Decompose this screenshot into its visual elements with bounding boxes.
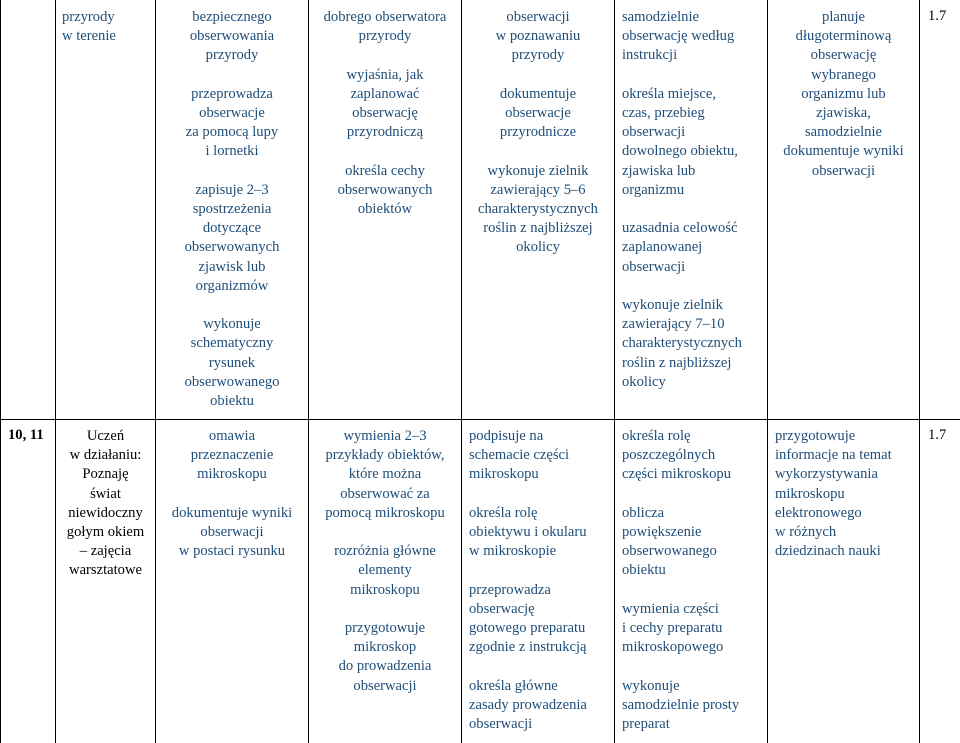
topic-text: Uczeń w działaniu: Poznaję świat niewidoczny gołym okiem – zajęcia warsztatowe — [66, 428, 145, 579]
requirements-basic-cell — [156, 8, 308, 411]
requirement-item: przeprowadza obserwację gotowego preparatu zgodnie z instrukcją — [469, 581, 587, 656]
requirement-item: wykonuje zielnik zawierający 7–10 charakterystycznych roślin z najbliższej okolicy — [622, 297, 742, 390]
table-hline — [0, 419, 960, 420]
requirements-excellent-cell — [768, 8, 919, 181]
requirement-item: oblicza powiększenie obserwowanego obiektu — [622, 504, 717, 579]
topic-cell — [56, 427, 155, 581]
table-vline — [919, 0, 920, 743]
requirement-item: przygotowuje informacje na temat wykorzystywania mikroskopu elektronowego w różnych dziedzinach nauki — [775, 428, 892, 560]
requirements-extended-cell — [309, 427, 461, 696]
requirement-item: bezpiecznego obserwowania przyrody — [189, 9, 275, 64]
requirements-extended-cell — [309, 8, 461, 219]
requirement-item: określa miejsce, czas, przebieg obserwacji dowolnego obiektu, zjawiska lub organizmu — [622, 85, 738, 198]
requirement-item: podpisuje na schemacie części mikroskopu — [469, 428, 570, 483]
requirement-item: określa rolę obiektywu i okularu w mikroskopie — [469, 504, 587, 560]
requirement-item: określa główne zasady prowadzenia obserwacji — [469, 677, 587, 732]
requirement-item: zapisuje 2–3 spostrzeżenia dotyczące obserwowanych zjawisk lub organizmów — [184, 181, 280, 294]
requirement-item: wyjaśnia, jak zaplanować obserwację przyrodniczą — [346, 66, 424, 141]
table-vline — [0, 0, 1, 743]
requirements-advanced-cell — [622, 427, 766, 734]
requirements-basic-cell — [156, 427, 308, 561]
topic-cell — [62, 8, 154, 46]
requirement-item: określa rolę poszczególnych części mikroskopu — [622, 428, 732, 483]
requirement-item: wykonuje schematyczny rysunek obserwowanego obiektu — [184, 316, 280, 410]
requirement-item: określa cechy obserwowanych obiektów — [337, 162, 433, 217]
requirement-item: wymienia części i cechy preparatu mikroskopowego — [622, 600, 724, 656]
requirement-item: samodzielnie obserwację według instrukcji — [622, 9, 735, 64]
requirement-item: omawia przeznaczenie mikroskopu — [190, 428, 274, 483]
requirement-item: dobrego obserwatora przyrody — [323, 9, 447, 45]
table-vline — [614, 0, 615, 743]
requirements-full-cell — [469, 427, 614, 734]
topic-text: przyrody w terenie — [62, 9, 116, 45]
requirement-item: przygotowuje mikroskop do prowadzenia obserwacji — [338, 620, 432, 694]
requirement-item: wykonuje zielnik zawierający 5–6 charakterystycznych roślin z najbliższej okolicy — [478, 162, 598, 256]
curriculum-ref: 1.7 — [928, 8, 947, 24]
requirement-item: wymienia 2–3 przykłady obiektów, które można obserwować za pomocą mikroskopu — [325, 428, 445, 521]
requirement-item: uzasadnia celowość zaplanowanej obserwacji — [622, 220, 738, 275]
requirement-item: planuje długoterminową obserwację wybranego organizmu lub zjawiska, samodzielnie dokumentuje wyniki obserwacji — [783, 9, 904, 179]
requirement-item: przeprowadza obserwacje za pomocą lupy i lornetki — [185, 85, 279, 160]
requirements-advanced-cell — [622, 8, 766, 392]
requirement-item: wykonuje samodzielnie prosty preparat — [622, 677, 740, 732]
lesson-number: 10, 11 — [8, 427, 44, 443]
requirement-item: obserwacji w poznawaniu przyrody — [495, 9, 581, 64]
requirement-item: dokumentuje obserwacje przyrodnicze — [499, 85, 577, 141]
requirement-item: dokumentuje wyniki obserwacji w postaci rysunku — [171, 504, 293, 560]
requirement-item: rozróżnia główne elementy mikroskopu — [334, 543, 436, 598]
table-vline — [55, 0, 56, 743]
requirements-excellent-cell — [775, 427, 919, 561]
requirements-full-cell — [462, 8, 614, 258]
curriculum-ref: 1.7 — [928, 427, 947, 443]
